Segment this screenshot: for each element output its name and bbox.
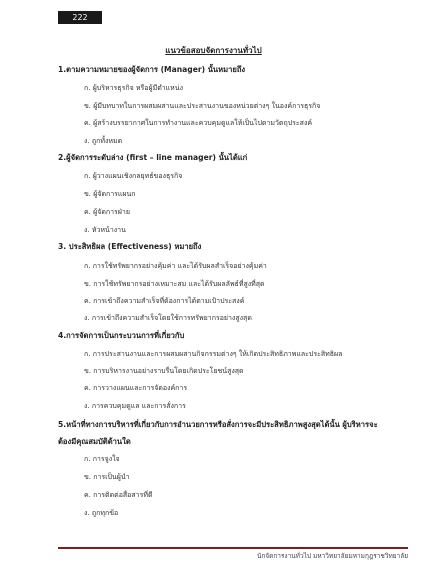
answer-option: ง. ถูกทั้งหมด xyxy=(84,137,123,145)
answer-option: ง. ถูกทุกข้อ xyxy=(84,509,119,517)
answer-option: ข. การบริหารงานอย่างราบรื่นโดยเกิดประโยชน์สูงสุด xyxy=(84,367,244,375)
answer-option: ก. ผู้บริหารธุรกิจ หรือผู้มีตำแหน่ง xyxy=(84,84,183,92)
page-number: 222 xyxy=(58,11,102,24)
answer-option: ข. การเป็นผู้นำ xyxy=(84,473,130,481)
answer-option: ก. การจูงใจ xyxy=(84,455,120,463)
answer-option: ข. ผู้จัดการแผนก xyxy=(84,190,136,198)
answer-option: ง. การเข้าถึงความสำเร็จโดยใช้การทรัพยากรอย่างสูงสุด xyxy=(84,314,252,322)
question-text: 1.ตามความหมายของผู้จัดการ (Manager) นั้นหมายถึง xyxy=(58,65,246,74)
answer-option: ก. การประสานงานและการผสมผสานกิจกรรมต่างๆ ให้เกิดประสิทธิภาพและประสิทธิผล xyxy=(84,350,343,358)
answer-option: ข. การใช้ทรัพยากรอย่างเหมาะสม และได้รับผลลัพธ์ที่สูงที่สุด xyxy=(84,280,265,288)
footer-divider xyxy=(58,547,408,549)
answer-option: ง. การควบคุมดูแล และการสั่งการ xyxy=(84,402,186,410)
answer-option: ง. หัวหน้างาน xyxy=(84,226,126,234)
question-text: 4.การจัดการเป็นกระบวนการที่เกี่ยวกับ xyxy=(58,331,185,340)
question-text: 5.หน้าที่ทางการบริหารที่เกี่ยวกับการอำนวยการหรือสั่งการจะมีประสิทธิภาพสูงสุดได้นั้น ผู้บริหารจะต้องมีคุณสมบัติด้านใด xyxy=(58,420,378,446)
answer-option: ก. ผู้วางแผนเชิงกลยุทธ์ของธุรกิจ xyxy=(84,172,183,180)
question-text: 2.ผู้จัดการระดับล่าง (first – line manager) นั้นได้แก่ xyxy=(58,153,248,162)
answer-option: ค. ผู้จัดการฝ่าย xyxy=(84,208,130,216)
answer-option: ข. ผู้มีบทบาทในการผสมผสานและประสานงานของหน่วยต่างๆ ในองค์การธุรกิจ xyxy=(84,102,321,110)
page-title: แนวข้อสอบจัดการงานทั่วไป xyxy=(165,46,262,55)
answer-option: ค. การวางแผนและการจัดองค์การ xyxy=(84,384,188,392)
answer-option: ค. การติดต่อสื่อสารที่ดี xyxy=(84,491,153,499)
question-text: 3. ประสิทธิผล (Effectiveness) หมายถึง xyxy=(58,242,202,251)
footer-text: นักจัดการงานทั่วไป มหาวิทยาลัยมหามกุฎราชวิทยาลัย xyxy=(256,552,408,560)
answer-option: ค. ผู้สร้างบรรยากาศในการทำงานและควบคุมดูแลให้เป็นไปตามวัตถุประสงค์ xyxy=(84,119,313,127)
answer-option: ก. การใช้ทรัพยากรอย่างคุ้มค่า และได้รับผลสำเร็จอย่างคุ้มค่า xyxy=(84,262,267,270)
answer-option: ค. การเข้าถึงความสำเร็จที่ต้องการได้ตามเป้าประสงค์ xyxy=(84,297,245,305)
